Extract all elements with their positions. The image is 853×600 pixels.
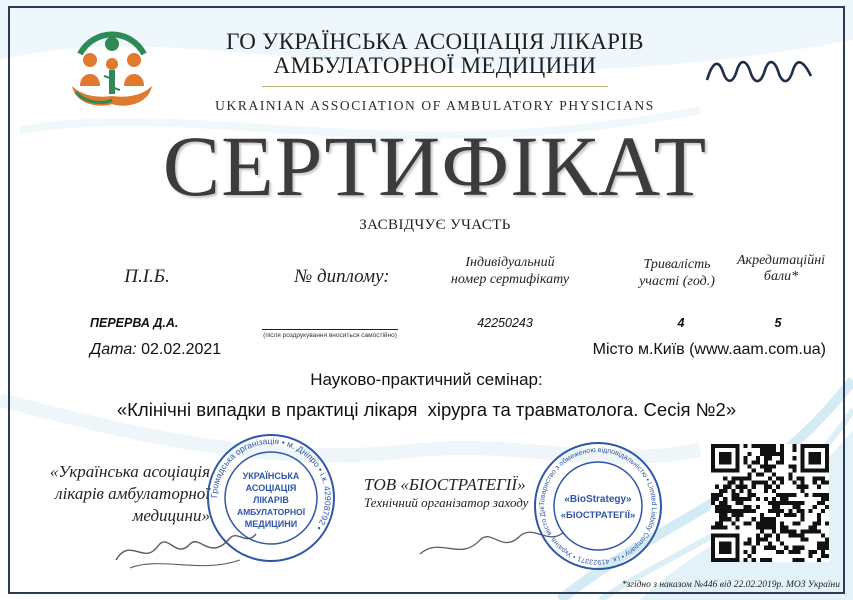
issue-date-value: 02.02.2021	[141, 341, 222, 358]
participation-hours: 4	[677, 316, 685, 330]
column-header-certificate-number-line2: номер сертифікату	[450, 272, 570, 287]
issue-date-label: Дата:	[90, 341, 137, 358]
event-title: «Клінічні випадки в практиці лікаря хірурга та травматолога. Сесія №2»	[116, 399, 737, 420]
column-header-name: П.І.Б.	[124, 266, 170, 287]
certificate-subtitle: ЗАСВІДЧУЄ УЧАСТЬ	[359, 217, 511, 233]
organizer-association-line1: «Українська асоціація	[49, 462, 210, 481]
diploma-note: (після роздрукування вноситься самостійно)	[263, 332, 397, 339]
biostrategy-stamp-line1: «BioStrategy»	[564, 494, 632, 505]
association-stamp-line3: ЛІКАРІВ	[253, 495, 289, 505]
biostrategy-stamp-line2: «БІОСТРАТЕГІЇ»	[560, 510, 636, 521]
certificate-title: СЕРТИФІКАТ	[162, 118, 708, 214]
column-header-certificate-number	[425, 254, 595, 288]
issue-date	[90, 341, 221, 359]
association-logo-icon	[66, 30, 158, 118]
event-type: Науково-практичний семінар:	[310, 370, 543, 389]
organizer-biostrategy-name: ТОВ «БІОСТРАТЕГІЇ»	[364, 475, 526, 494]
title-divider	[262, 86, 608, 87]
column-header-accreditation	[726, 253, 836, 285]
certificate-number: 42250243	[477, 316, 533, 330]
association-stamp-line4: АМБУЛАТОРНОЇ	[236, 507, 306, 517]
column-header-duration-line1: Тривалість	[643, 257, 711, 272]
organization-title	[170, 30, 700, 78]
biostrategy-stamp-icon	[532, 440, 664, 572]
event-city: Місто м.Київ (www.aam.com.ua)	[592, 341, 826, 358]
biostrategy-stamp-ring-text: Товариство з обмеженою відповідальністю • Limited Liability Company • і.к. 41923371 • Україна, місто Дні	[538, 446, 658, 566]
accreditation-points: 5	[774, 316, 782, 330]
accreditation-footnote: *згідно з наказом №446 від 22.02.2019р. МОЗ України	[621, 580, 840, 590]
organizer-biostrategy	[364, 475, 554, 510]
association-stamp-line1: УКРАЇНСЬКА	[242, 471, 300, 481]
organization-title-line2: АМБУЛАТОРНОЇ МЕДИЦИНИ	[273, 53, 597, 78]
organization-title-line1: ГО УКРАЇНСЬКА АСОЦІАЦІЯ ЛІКАРІВ	[226, 29, 644, 54]
organizer-association-line2: лікарів амбулаторної	[55, 484, 210, 503]
aam-wave-logo-icon	[705, 56, 813, 86]
association-stamp-icon	[205, 432, 337, 564]
association-stamp-line5: МЕДИЦИНИ	[244, 519, 298, 529]
diploma-number-line	[262, 329, 398, 330]
qr-code-icon	[711, 444, 829, 562]
column-header-accreditation-line2: бали*	[763, 269, 799, 284]
organization-title-english: UKRAINIAN ASSOCIATION OF AMBULATORY PHYSICIANS	[215, 98, 655, 113]
column-header-duration	[612, 256, 742, 290]
organizer-biostrategy-role: Технічний організатор заходу	[364, 495, 529, 510]
participant-name: ПЕРЕРВА Д.А.	[90, 316, 179, 330]
column-header-duration-line2: участі (год.)	[639, 274, 715, 289]
organizer-association-line3: медицини»	[132, 506, 210, 525]
association-stamp-ring-text: Громадська організація • м. Дніпро • і.к. 42908792 •	[208, 435, 334, 533]
association-stamp-line2: АСОЦІАЦІЯ	[245, 483, 297, 493]
column-header-accreditation-line1: Акредитаційні	[736, 253, 826, 268]
column-header-diploma: № диплому:	[294, 266, 390, 287]
column-header-certificate-number-line1: Індивідуальний	[465, 255, 555, 270]
